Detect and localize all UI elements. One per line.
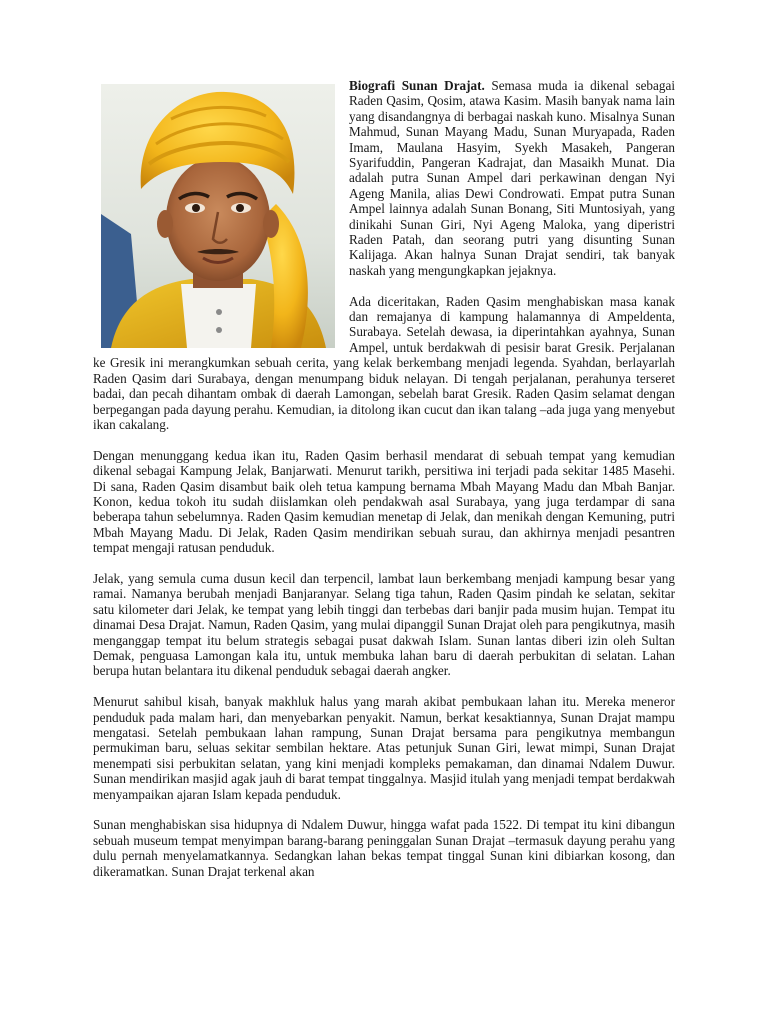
document-page — [93, 78, 675, 894]
intro-text: Semasa muda ia dikenal sebagai Raden Qasim, Qosim, atawa Kasim. Masih banyak nama lain yang disandangnya di berbagai naskah kuno. Misalnya Sunan Mahmud, Sunan Mayang Madu, Sunan Muryapada, Raden Imam, Maulana Hasyim, Syekh Masakeh, Pangeran Syarifuddin, Pangeran Kadrajat, dan Masaikh Munat. Dia adalah putra Sunan Ampel dari perkawinan dengan Nyi Ageng Manila, alias Dewi Condrowati. Empat putra Sunan Ampel lainnya adalah Sunan Bonang, Siti Muntosiyah, yang dinikahi Sunan Giri, Nyi Ageng Maloka, yang diperistri Raden Patah, dan seorang putri yang disunting Sunan Kalijaga. Akan halnya Sunan Drajat sendiri, tak banyak naskah yang mengungkapkan jejaknya. — [349, 78, 675, 278]
paragraph-4: Menurut sahibul kisah, banyak makhluk halus yang marah akibat pembukaan lahan itu. Mereka meneror penduduk pada malam hari, dan menyebarkan penyakit. Namun, berkat kesaktiannya, Sunan Drajat mampu mengatasi. Setelah pembukaan lahan rampung, Sunan Drajat bersama para pengikutnya membangun permukiman baru, seluas sekitar sembilan hektare. Atas petunjuk Sunan Giri, lewat mimpi, Sunan Drajat menempati sisi perbukitan selatan, yang kini menjadi kompleks pemakaman, dan dinamai Ndalem Duwur. Sunan mendirikan masjid agak jauh di barat tempat tinggalnya. Masjid itulah yang menjadi tempat berdakwah menyampaikan ajaran Islam kepada penduduk. — [93, 694, 675, 802]
paragraph-2: Dengan menunggang kedua ikan itu, Raden Qasim berhasil mendarat di sebuah tempat yang kemudian dikenal sebagai Kampung Jelak, Banjarwati. Menurut tarikh, persitiwa ini terjadi pada sekitar 1485 Masehi. Di sana, Raden Qasim disambut baik oleh tetua kampung bernama Mbah Mayang Madu dan Mbah Banjar. Konon, kedua tokoh itu sudah diislamkan oleh pendakwah asal Surabaya, yang juga terdampar di sana beberapa tahun sebelumnya. Raden Qasim kemudian menetap di Jelak, dan menikah dengan Kemuning, putri Mbah Mayang Madu. Di Jelak, Raden Qasim mendirikan sebuah surau, dan akhirnya menjadi pesantren tempat mengaji ratusan penduduk. — [93, 447, 675, 556]
paragraph-1: Ada diceritakan, Raden Qasim menghabiskan masa kanak dan remajanya di kampung halamannya di Ampeldenta, Surabaya. Setelah dewasa, ia diperintahkan ayahnya, Sunan Ampel, untuk berdakwah di pesisir barat Gresik. Perjalanan ke Gresik ini merangkumkan sebuah cerita, yang kelak berkembang menjadi legenda. Syahdan, berlayarlah Raden Qasim dari Surabaya, dengan menumpang biduk nelayan. Di tengah perjalanan, perahunya terseret badai, dan pecah dihantam ombak di daerah Lamongan, sebelah barat Gresik. Raden Qasim selamat dengan berpegangan pada dayung perahu. Kemudian, ia ditolong ikan cucut dan ikan talang –ada juga yang menyebut ikan cakalang. — [93, 293, 675, 432]
paragraph-5: Sunan menghabiskan sisa hidupnya di Ndalem Duwur, hingga wafat pada 1522. Di tempat itu kini dibangun sebuah museum tempat menyimpan barang-barang peninggalan Sunan Drajat –termasuk dayung perahu yang dulu pernah menyelamatkannya. Sedangkan lahan bekas tempat tinggal Sunan kini dibiarkan kosong, dan dikeramatkan. Sunan Drajat terkenal akan — [93, 817, 675, 879]
biography-title: Biografi Sunan Drajat. — [349, 78, 485, 93]
portrait-image — [101, 84, 335, 348]
paragraph-3: Jelak, yang semula cuma dusun kecil dan terpencil, lambat laun berkembang menjadi kampung besar yang ramai. Namanya berubah menjadi Banjaranyar. Selang tiga tahun, Raden Qasim pindah ke selatan, sekitar satu kilometer dari Jelak, ke tempat yang lebih tinggi dan terbebas dari banjir pada musim hujan. Tempat itu dinamai Desa Drajat. Namun, Raden Qasim, yang mulai dipanggil Sunan Drajat oleh para pengikutnya, masih menganggap tempat itu belum strategis sebagai pusat dakwah Islam. Sunan lantas diberi izin oleh Sultan Demak, penguasa Lamongan kala itu, untuk membuka lahan baru di daerah perbukitan di selatan. Lahan berupa hutan belantara itu dikenal penduduk sebagai daerah angker. — [93, 570, 675, 679]
